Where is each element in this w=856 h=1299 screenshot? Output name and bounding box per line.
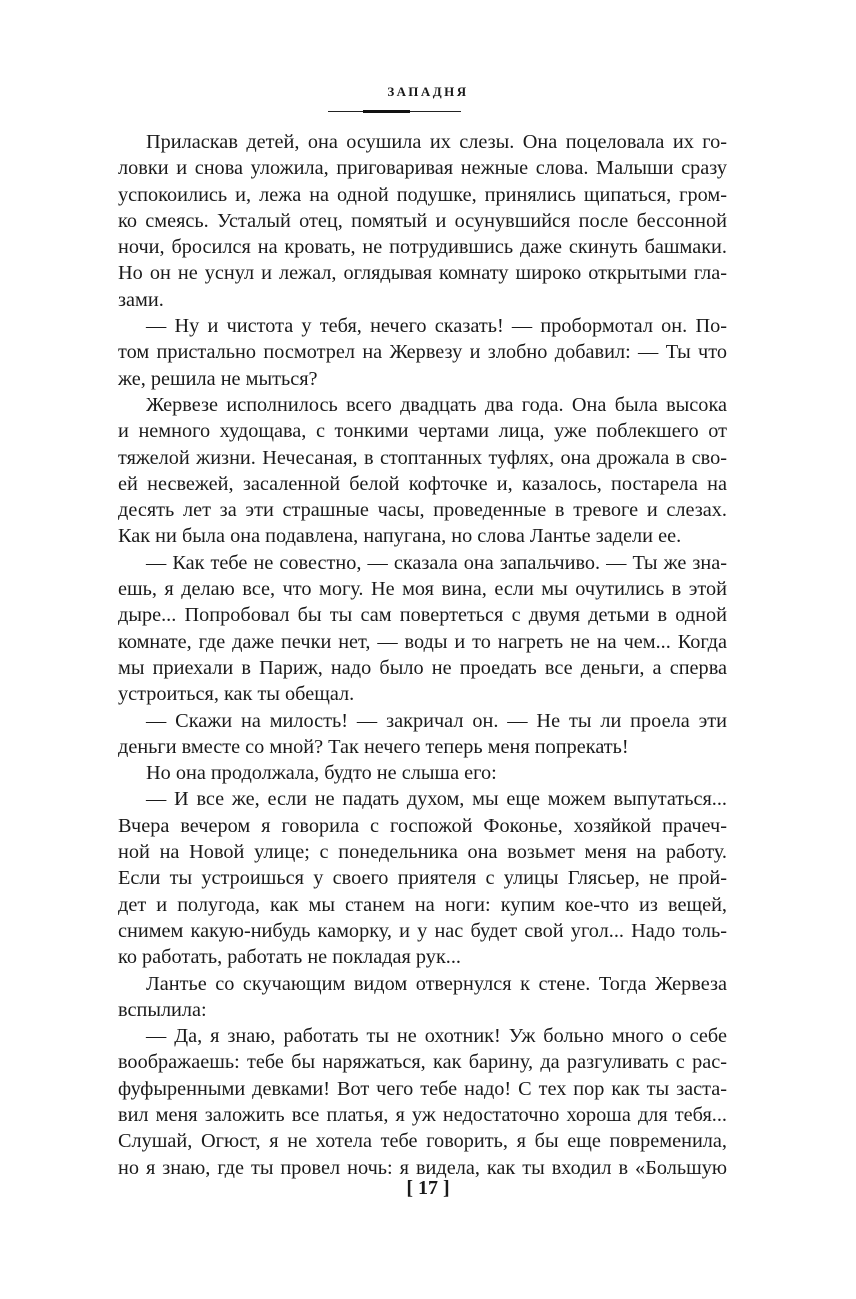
text-line: же, решила не мыться? [118,367,318,390]
text-line: комнате, где даже печки нет, — воды и то нагреть не на чем... Когда [118,630,727,653]
text-line: — Скажи на милость! — закричал он. — Не ты ли проела эти [146,709,727,732]
text-line: Слушай, Огюст, я не хотела тебе говорить, я бы еще повременила, [118,1130,727,1153]
text-line: десять лет за эти страшные часы, проведенные в тревоге и слезах. [118,499,727,522]
text-line: устроиться, как ты обещал. [118,683,355,706]
text-line: мы приехали в Париж, надо было не проедать все деньги, а сперва [118,656,727,679]
text-line: вспылила: [118,998,207,1021]
text-line: том пристально посмотрел на Жервезу и злобно добавил: — Ты что [118,341,727,364]
text-line: ной на Новой улице; с понедельника она возьмет меня на работу. [118,841,727,864]
page-number: [ 17 ] [406,1177,450,1199]
text-line: Как ни была она подавлена, напугана, но слова Лантье задели ее. [118,525,682,548]
text-line: вил меня заложить все платья, я уж недостаточно хороша для тебя... [118,1103,727,1126]
text-line: Но она продолжала, будто не слыша его: [146,762,497,785]
text-line: дыре... Попробовал бы ты сам повертеться с двумя детьми в одной [118,604,727,627]
text-line: тяжелой жизни. Нечесаная, в стоптанных туфлях, она дрожала в сво- [118,446,727,469]
text-line: и немного худощава, с тонкими чертами лица, уже поблекшего от [118,420,727,443]
text-line: Но он не уснул и лежал, оглядывая комнату широко открытыми гла- [118,262,727,285]
text-line: ешь, я делаю все, что могу. Не моя вина, если мы очутились в этой [118,578,727,601]
text-line: — И все же, если не падать духом, мы еще можем выпутаться... [146,788,727,811]
text-line: но я знаю, где ты провел ночь: я видела, как ты входил в «Большую [118,1156,727,1179]
text-line: снимем какую-нибудь каморку, и у нас будет свой угол... Надо толь- [118,919,727,942]
text-line: зами. [118,288,164,311]
text-line: фуфыренными девками! Вот чего тебе надо! С тех пор как ты заста- [118,1077,727,1100]
text-line: ко работать, работать не покладая рук... [118,946,462,969]
header-rule-accent [363,110,410,113]
text-line: деньги вместе со мной? Так нечего теперь меня попрекать! [118,735,629,758]
text-line: ночи, бросился на кровать, не потрудившись даже скинуть башмаки. [118,236,727,259]
text-line: успокоились и, лежа на одной подушке, принялись щипаться, гром- [118,183,727,206]
page-body-text [118,129,727,1181]
text-line: дет и полугода, как мы станем на ноги: купим кое-что из вещей, [118,893,727,916]
text-line: — Да, я знаю, работать ты не охотник! Уж больно много о себе [146,1025,727,1048]
running-head: ЗАПАДНЯ [387,84,469,99]
text-line: ловки и снова уложила, приговаривая нежные слова. Малыши сразу [118,157,727,180]
text-line: Вчера вечером я говорила с госпожой Фоконье, хозяйкой прачеч- [118,814,727,837]
text-line: — Как тебе не совестно, — сказала она запальчиво. — Ты же зна- [146,551,727,574]
text-line: воображаешь: тебе бы наряжаться, как барину, да разгуливать с рас- [118,1051,727,1074]
text-line: ей несвежей, засаленной белой кофточке и, казалось, постарела на [118,472,727,495]
text-line: Лантье со скучающим видом отвернулся к стене. Тогда Жервеза [146,972,727,995]
text-line: Приласкав детей, она осушила их слезы. Она поцеловала их го- [146,131,727,153]
text-line: Если ты устроишься у своего приятеля с улицы Глясьер, не прой- [118,867,727,890]
text-line: ко смеясь. Усталый отец, помятый и осунувшийся после бессонной [118,209,727,232]
text-line: Жервезе исполнилось всего двадцать два года. Она была высока [146,393,727,416]
text-line: — Ну и чистота у тебя, нечего сказать! — пробормотал он. По- [146,315,727,338]
